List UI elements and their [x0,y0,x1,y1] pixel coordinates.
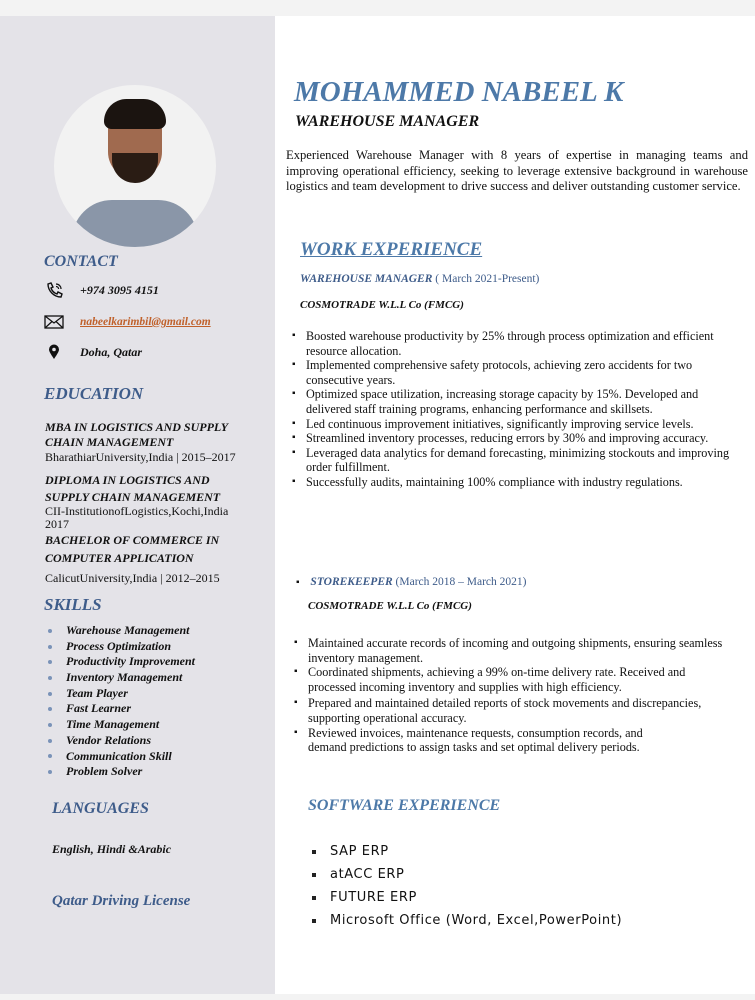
profile-photo [54,85,216,247]
skill-item: Problem Solver [48,764,195,780]
software-item: atACC ERP [312,863,622,886]
company-name: COSMOTRADE W.L.L Co (FMCG) [308,600,472,612]
education-detail: CalicutUniversity,India | 2012–2015 [45,571,220,585]
skill-item: Inventory Management [48,670,195,686]
education-detail: BharathiarUniversity,India | 2015–2017 [45,450,236,464]
candidate-role: WAREHOUSE MANAGER [295,113,480,130]
email-row [44,314,211,330]
education-item [45,532,250,589]
education-title: BACHELOR OF COMMERCE IN COMPUTER APPLICATION [45,533,220,565]
job-title: WAREHOUSE MANAGER [300,273,433,285]
software-list [312,840,622,932]
software-item: Microsoft Office (Word, Excel,PowerPoint) [312,909,622,932]
education-item [45,420,265,465]
skills-heading: SKILLS [44,595,102,614]
list-item: ▪ Streamlined inventory processes, reducing errors by 30% and improving accuracy. [290,431,730,446]
list-item: ▪ Optimized space utilization, increasing storage capacity by 15%. Developed and delivered staff training programs, enhancing performance and skillsets. [290,387,730,416]
languages-heading: LANGUAGES [52,800,149,817]
skill-item: Fast Learner [48,701,195,717]
skill-item: Productivity Improvement [48,654,195,670]
skills-list [48,623,195,780]
job-title-line: ▪ STOREKEEPER (March 2018 – March 2021) [296,576,527,588]
list-item: ▪ Maintained accurate records of incoming and outgoing shipments, ensuring seamless inventory management. [292,636,732,665]
skill-item: Warehouse Management [48,623,195,639]
phone-number: +974 3095 4151 [80,282,159,297]
job-dates: ( March 2021-Present) [435,273,540,285]
job-bullet-list [290,329,730,490]
phone-row [44,282,159,298]
education-title: DIPLOMA IN LOGISTICS AND SUPPLY CHAIN MANAGEMENT [45,473,221,504]
contact-heading: CONTACT [44,253,118,270]
list-item: ▪ Coordinated shipments, achieving a 99% on-time delivery rate. Received and processed incoming inventory and supplies with high efficiency. [292,665,732,694]
sidebar [0,16,275,994]
list-item: ▪ Implemented comprehensive safety protocols, achieving zero accidents for two consecutive years. [290,358,730,387]
skill-item: Time Management [48,717,195,733]
license-text: Qatar Driving License [52,893,191,909]
list-item: ▪ Leveraged data analytics for demand forecasting, minimizing stockouts and improving order fulfillment. [290,446,730,475]
skill-item: Process Optimization [48,639,195,655]
location-pin-icon [44,344,64,360]
work-experience-heading: WORK EXPERIENCE [300,239,483,260]
profile-summary: Experienced Warehouse Manager with 8 years of expertise in managing teams and improving operational efficiency, seeking to leverage extensive background in warehouse logistics and team development to drive success and deliver outstanding customer service. [286,148,748,193]
job-title: STOREKEEPER [310,576,393,588]
job-dates: (March 2018 – March 2021) [395,576,527,588]
software-heading: SOFTWARE EXPERIENCE [308,797,501,814]
location-row [44,344,142,360]
list-item: ▪ Boosted warehouse productivity by 25% through process optimization and efficient resource allocation. [290,329,730,358]
list-item: ▪ Prepared and maintained detailed reports of stock movements and discrepancies, supporting operational accuracy. [292,696,732,725]
education-detail: CII-InstitutionofLogistics,Kochi,India 2017 [45,504,229,531]
skill-item: Vendor Relations [48,733,195,749]
phone-icon [44,282,64,298]
skill-item: Communication Skill [48,749,195,765]
job-bullet-list [292,636,732,755]
company-name: COSMOTRADE W.L.L Co (FMCG) [300,299,464,311]
skill-item: Team Player [48,686,195,702]
list-item: ▪ Led continuous improvement initiatives, significantly improving service levels. [290,417,730,432]
envelope-icon [44,314,64,330]
languages-text: English, Hindi &Arabic [52,842,172,856]
education-item [45,472,250,531]
resume-page [0,16,755,994]
software-item: FUTURE ERP [312,886,622,909]
candidate-name: MOHAMMED NABEEL K [294,76,624,108]
education-title: MBA IN LOGISTICS AND SUPPLY CHAIN MANAGEMENT [45,420,228,449]
location-text: Doha, Qatar [80,344,143,359]
software-item: SAP ERP [312,840,622,863]
list-item: ▪ Reviewed invoices, maintenance requests, consumption records, and demand predictions to assign tasks and set optimal delivery periods. [292,726,658,755]
email-link[interactable]: nabeelkarimbil@gmail.com [80,316,211,328]
list-item: ▪ Successfully audits, maintaining 100% compliance with industry regulations. [290,475,730,490]
job-title-line [300,273,539,285]
education-heading: EDUCATION [44,384,144,403]
